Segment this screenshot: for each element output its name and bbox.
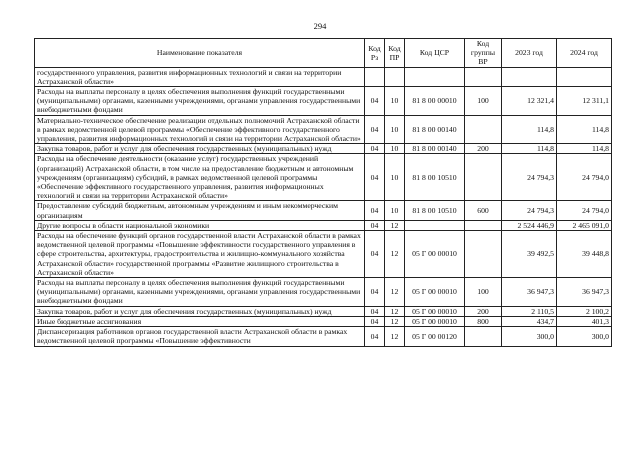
cell-name: государственного управления, развития информационных технологий и связи на территории Астраханской области» — [35, 67, 365, 86]
cell-csr: 05 Г 00 00010 — [405, 306, 465, 316]
cell-y2023: 24 794,3 — [502, 154, 557, 201]
cell-y2024: 2 465 091,0 — [557, 220, 612, 230]
cell-y2024: 12 311,1 — [557, 87, 612, 116]
cell-pr: 12 — [385, 231, 405, 278]
cell-name: Предоставление субсидий бюджетным, автономным учреждениям и иным некоммерческим организациям — [35, 201, 365, 220]
cell-pr: 12 — [385, 306, 405, 316]
table-row — [35, 278, 612, 307]
cell-pr: 10 — [385, 201, 405, 220]
cell-rz: 04 — [365, 87, 385, 116]
cell-vr — [465, 115, 502, 144]
cell-pr: 12 — [385, 327, 405, 346]
cell-csr — [405, 67, 465, 86]
cell-vr: 800 — [465, 316, 502, 326]
cell-rz: 04 — [365, 231, 385, 278]
table-row — [35, 115, 612, 144]
cell-y2023: 12 321,4 — [502, 87, 557, 116]
cell-name: Диспансеризация работников органов государственной власти Астраханской области в рамках ведомственной целевой программы «Повышение эффективности — [35, 327, 365, 346]
cell-rz: 04 — [365, 306, 385, 316]
cell-rz: 04 — [365, 154, 385, 201]
cell-y2024: 300,0 — [557, 327, 612, 346]
table-row — [35, 144, 612, 154]
cell-pr: 12 — [385, 316, 405, 326]
header-2024: 2024 год — [557, 39, 612, 68]
table-row — [35, 154, 612, 201]
cell-vr — [465, 220, 502, 230]
cell-rz: 04 — [365, 201, 385, 220]
table-row — [35, 67, 612, 86]
cell-pr: 12 — [385, 220, 405, 230]
cell-rz: 04 — [365, 278, 385, 307]
cell-y2024: 2 100,2 — [557, 306, 612, 316]
cell-rz: 04 — [365, 115, 385, 144]
cell-rz: 04 — [365, 327, 385, 346]
cell-y2024 — [557, 67, 612, 86]
cell-vr — [465, 67, 502, 86]
table-row — [35, 327, 612, 346]
cell-name: Расходы на обеспечение функций органов государственной власти Астраханской области в рамках ведомственной целевой программы «Повышение эффективности государственного управления в сфере строительства, архитектуры, градостроительства и жилищно-коммунального хозяйства Астраханской области» государственной программы «Развитие жилищного строительства в Астраханской области» — [35, 231, 365, 278]
table-body — [35, 67, 612, 346]
cell-vr: 200 — [465, 306, 502, 316]
cell-y2024: 24 794,0 — [557, 201, 612, 220]
table-row — [35, 220, 612, 230]
table-row — [35, 316, 612, 326]
cell-name: Закупка товаров, работ и услуг для обеспечения государственных (муниципальных) нужд — [35, 144, 365, 154]
cell-vr: 100 — [465, 87, 502, 116]
header-name: Наименование показателя — [35, 39, 365, 68]
cell-y2023: 300,0 — [502, 327, 557, 346]
cell-csr: 05 Г 00 00010 — [405, 231, 465, 278]
cell-csr: 05 Г 00 00120 — [405, 327, 465, 346]
cell-pr: 10 — [385, 115, 405, 144]
cell-y2024: 401,3 — [557, 316, 612, 326]
cell-vr: 200 — [465, 144, 502, 154]
cell-y2023: 2 110,5 — [502, 306, 557, 316]
cell-pr — [385, 67, 405, 86]
cell-y2023: 2 524 446,9 — [502, 220, 557, 230]
cell-name: Расходы на обеспечение деятельности (оказание услуг) государственных учреждений (организаций) Астраханской области, в том числе на предоставление бюджетным и автономным учреждениям (организациям) субсидий, в рамках ведомственной целевой программы «Обеспечение эффективного государственного управления, развития информационных технологий и связи на территории Астраханской области» — [35, 154, 365, 201]
cell-name: Закупка товаров, работ и услуг для обеспечения государственных (муниципальных) нужд — [35, 306, 365, 316]
table-row — [35, 231, 612, 278]
header-2023: 2023 год — [502, 39, 557, 68]
cell-y2024: 39 448,8 — [557, 231, 612, 278]
header-vr: Код группы ВР — [465, 39, 502, 68]
budget-table — [34, 38, 612, 347]
cell-vr — [465, 327, 502, 346]
cell-name: Иные бюджетные ассигнования — [35, 316, 365, 326]
table-header-row — [35, 39, 612, 68]
cell-vr — [465, 231, 502, 278]
header-csr: Код ЦСР — [405, 39, 465, 68]
table-row — [35, 87, 612, 116]
cell-vr — [465, 154, 502, 201]
cell-rz: 04 — [365, 144, 385, 154]
header-rz: Код Рз — [365, 39, 385, 68]
cell-rz — [365, 67, 385, 86]
cell-csr: 81 8 00 00140 — [405, 115, 465, 144]
cell-y2023: 114,8 — [502, 115, 557, 144]
cell-name: Расходы на выплаты персоналу в целях обеспечения выполнения функций государственными (муниципальными) органами, казенными учреждениями, органами управления государственными внебюджетными фондами — [35, 87, 365, 116]
cell-y2023: 39 492,5 — [502, 231, 557, 278]
cell-rz: 04 — [365, 316, 385, 326]
cell-y2023: 36 947,3 — [502, 278, 557, 307]
cell-y2023 — [502, 67, 557, 86]
cell-y2023: 434,7 — [502, 316, 557, 326]
table-row — [35, 201, 612, 220]
cell-pr: 10 — [385, 144, 405, 154]
cell-csr: 81 8 00 00140 — [405, 144, 465, 154]
cell-csr: 81 8 00 10510 — [405, 201, 465, 220]
cell-y2024: 114,8 — [557, 144, 612, 154]
table-row — [35, 306, 612, 316]
cell-pr: 10 — [385, 87, 405, 116]
cell-pr: 12 — [385, 278, 405, 307]
cell-csr — [405, 220, 465, 230]
cell-vr: 100 — [465, 278, 502, 307]
page-number: 294 — [313, 21, 327, 31]
cell-rz: 04 — [365, 220, 385, 230]
cell-y2024: 114,8 — [557, 115, 612, 144]
cell-name: Материально-техническое обеспечение реализации отдельных полномочий Астраханской области в рамках ведомственной целевой программы «Обеспечение эффективного государственного управления, развития информационных технологий и связи на территории Астраханской области» — [35, 115, 365, 144]
cell-y2024: 24 794,0 — [557, 154, 612, 201]
cell-name: Расходы на выплаты персоналу в целях обеспечения выполнения функций государственными (муниципальными) органами, казенными учреждениями, органами управления государственными внебюджетными фондами — [35, 278, 365, 307]
cell-y2023: 114,8 — [502, 144, 557, 154]
cell-csr: 05 Г 00 00010 — [405, 316, 465, 326]
cell-csr: 05 Г 00 00010 — [405, 278, 465, 307]
cell-csr: 81 8 00 00010 — [405, 87, 465, 116]
cell-y2024: 36 947,3 — [557, 278, 612, 307]
header-pr: Код ПР — [385, 39, 405, 68]
cell-csr: 81 8 00 10510 — [405, 154, 465, 201]
cell-pr: 10 — [385, 154, 405, 201]
cell-vr: 600 — [465, 201, 502, 220]
cell-y2023: 24 794,3 — [502, 201, 557, 220]
cell-name: Другие вопросы в области национальной экономики — [35, 220, 365, 230]
